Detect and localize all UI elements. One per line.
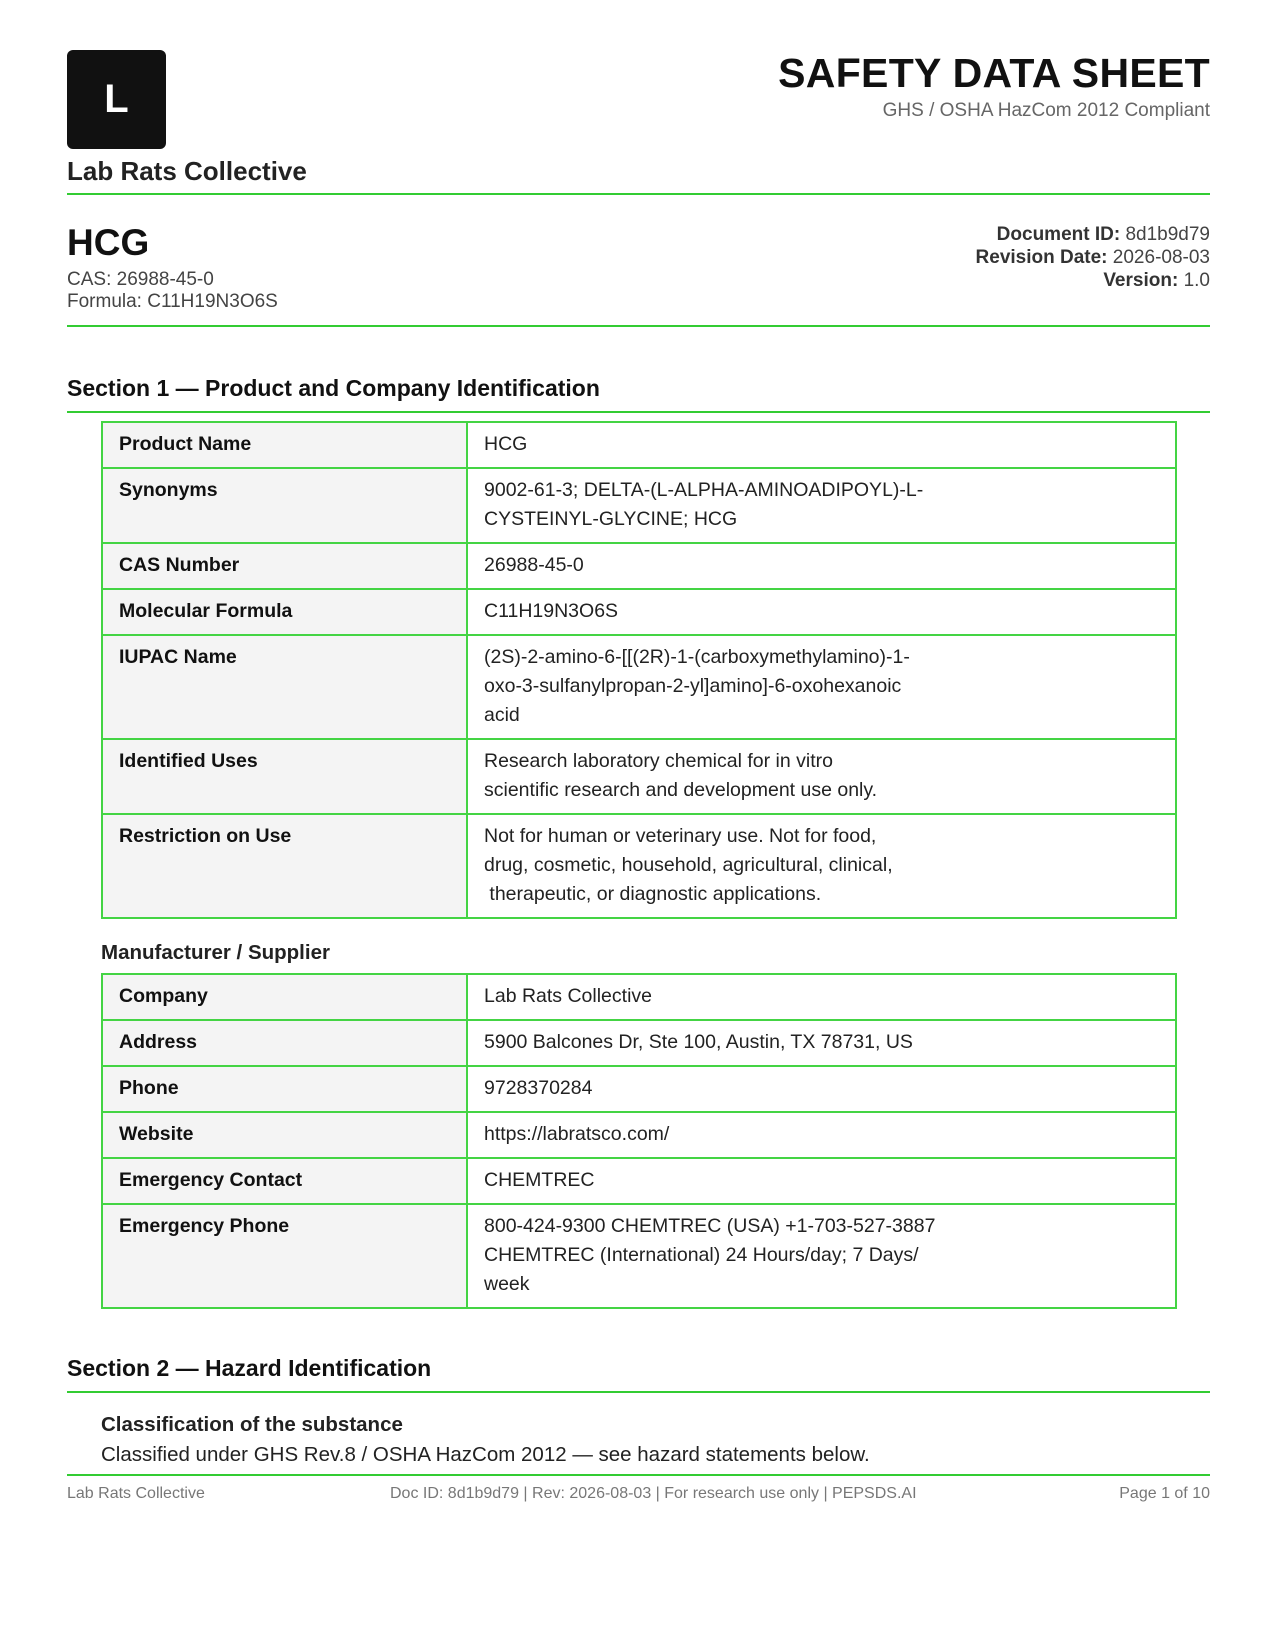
section-1-title: Section 1 — Product and Company Identification	[67, 375, 600, 401]
product-cas: CAS: 26988-45-0	[67, 269, 214, 290]
revision-value: 2026-08-03	[1112, 247, 1210, 268]
row-label: Molecular Formula	[102, 589, 467, 635]
product-divider	[67, 325, 1210, 327]
row-value: Lab Rats Collective	[467, 974, 1176, 1020]
logo-letter: L	[104, 77, 129, 121]
row-label: Company	[102, 974, 467, 1020]
row-label: Emergency Phone	[102, 1204, 467, 1308]
row-label: Product Name	[102, 422, 467, 468]
row-value: 9728370284	[467, 1066, 1176, 1112]
table-row	[102, 1066, 1176, 1112]
revision-row	[976, 246, 1210, 269]
revision-label: Revision Date:	[975, 247, 1108, 268]
footer-company: Lab Rats Collective	[67, 1485, 205, 1502]
row-label: Phone	[102, 1066, 467, 1112]
row-value: (2S)-2-amino-6-[[(2R)-1-(carboxymethylamino)-1- oxo-3-sulfanylpropan-2-yl]amino]-6-oxohexanoic acid	[467, 635, 1176, 739]
row-label: Synonyms	[102, 468, 467, 543]
identification-table	[101, 421, 1177, 919]
product-name: HCG	[67, 222, 150, 263]
doc-id-row	[976, 223, 1210, 246]
classification-block	[101, 1413, 1210, 1467]
section-2	[67, 1355, 1210, 1467]
company-logo	[67, 50, 166, 149]
row-label: CAS Number	[102, 543, 467, 589]
table-row	[102, 1158, 1176, 1204]
row-value: 800-424-9300 CHEMTREC (USA) +1-703-527-3887 CHEMTREC (International) 24 Hours/day; 7 Days/ week	[467, 1204, 1176, 1308]
table-row	[102, 1204, 1176, 1308]
row-label: Identified Uses	[102, 739, 467, 814]
row-label: Emergency Contact	[102, 1158, 467, 1204]
document-title: SAFETY DATA SHEET	[778, 50, 1210, 96]
document-header	[67, 50, 1210, 193]
table-row	[102, 543, 1176, 589]
footer-page-number: Page 1 of 10	[1119, 1485, 1210, 1502]
classification-label: Classification of the substance	[101, 1413, 403, 1436]
table-row	[102, 1112, 1176, 1158]
product-formula: Formula: C11H19N3O6S	[67, 291, 278, 312]
table-row	[102, 739, 1176, 814]
section-2-divider	[67, 1391, 1210, 1393]
version-label: Version:	[1103, 270, 1179, 291]
supplier-heading: Manufacturer / Supplier	[101, 941, 330, 964]
sds-page	[67, 50, 1210, 1467]
document-subtitle: GHS / OSHA HazCom 2012 Compliant	[882, 100, 1210, 121]
doc-id-value: 8d1b9d79	[1125, 224, 1210, 245]
row-value: 9002-61-3; DELTA-(L-ALPHA-AMINOADIPOYL)-L- CYSTEINYL-GLYCINE; HCG	[467, 468, 1176, 543]
section-1-divider	[67, 411, 1210, 413]
row-label: Website	[102, 1112, 467, 1158]
table-row	[102, 635, 1176, 739]
row-value: https://labratsco.com/	[467, 1112, 1176, 1158]
version-row	[976, 269, 1210, 292]
table-row	[102, 468, 1176, 543]
table-row	[102, 589, 1176, 635]
row-value: Research laboratory chemical for in vitro scientific research and development use only.	[467, 739, 1176, 814]
version-value: 1.0	[1183, 270, 1210, 291]
row-value: Not for human or veterinary use. Not for food, drug, cosmetic, household, agricultural, clinical, therapeutic, or diagnostic applications.	[467, 814, 1176, 918]
table-row	[102, 1020, 1176, 1066]
section-1	[67, 375, 1210, 1309]
table-row	[102, 814, 1176, 918]
document-meta	[976, 223, 1210, 292]
row-label: Address	[102, 1020, 467, 1066]
row-label: IUPAC Name	[102, 635, 467, 739]
row-value: CHEMTREC	[467, 1158, 1176, 1204]
product-summary	[67, 195, 1210, 325]
row-value: C11H19N3O6S	[467, 589, 1176, 635]
section-2-title: Section 2 — Hazard Identification	[67, 1355, 432, 1381]
row-value: HCG	[467, 422, 1176, 468]
table-row	[102, 422, 1176, 468]
company-name: Lab Rats Collective	[67, 156, 307, 186]
row-label: Restriction on Use	[102, 814, 467, 918]
table-row	[102, 974, 1176, 1020]
row-value: 5900 Balcones Dr, Ste 100, Austin, TX 78731, US	[467, 1020, 1176, 1066]
footer-divider	[67, 1474, 1210, 1476]
supplier-table	[101, 973, 1177, 1309]
row-value: 26988-45-0	[467, 543, 1176, 589]
doc-id-label: Document ID:	[996, 224, 1121, 245]
footer-doc-info: Doc ID: 8d1b9d79 | Rev: 2026-08-03 | For research use only | PEPSDS.AI	[390, 1485, 917, 1502]
classification-text: Classified under GHS Rev.8 / OSHA HazCom 2012 — see hazard statements below.	[101, 1443, 870, 1466]
